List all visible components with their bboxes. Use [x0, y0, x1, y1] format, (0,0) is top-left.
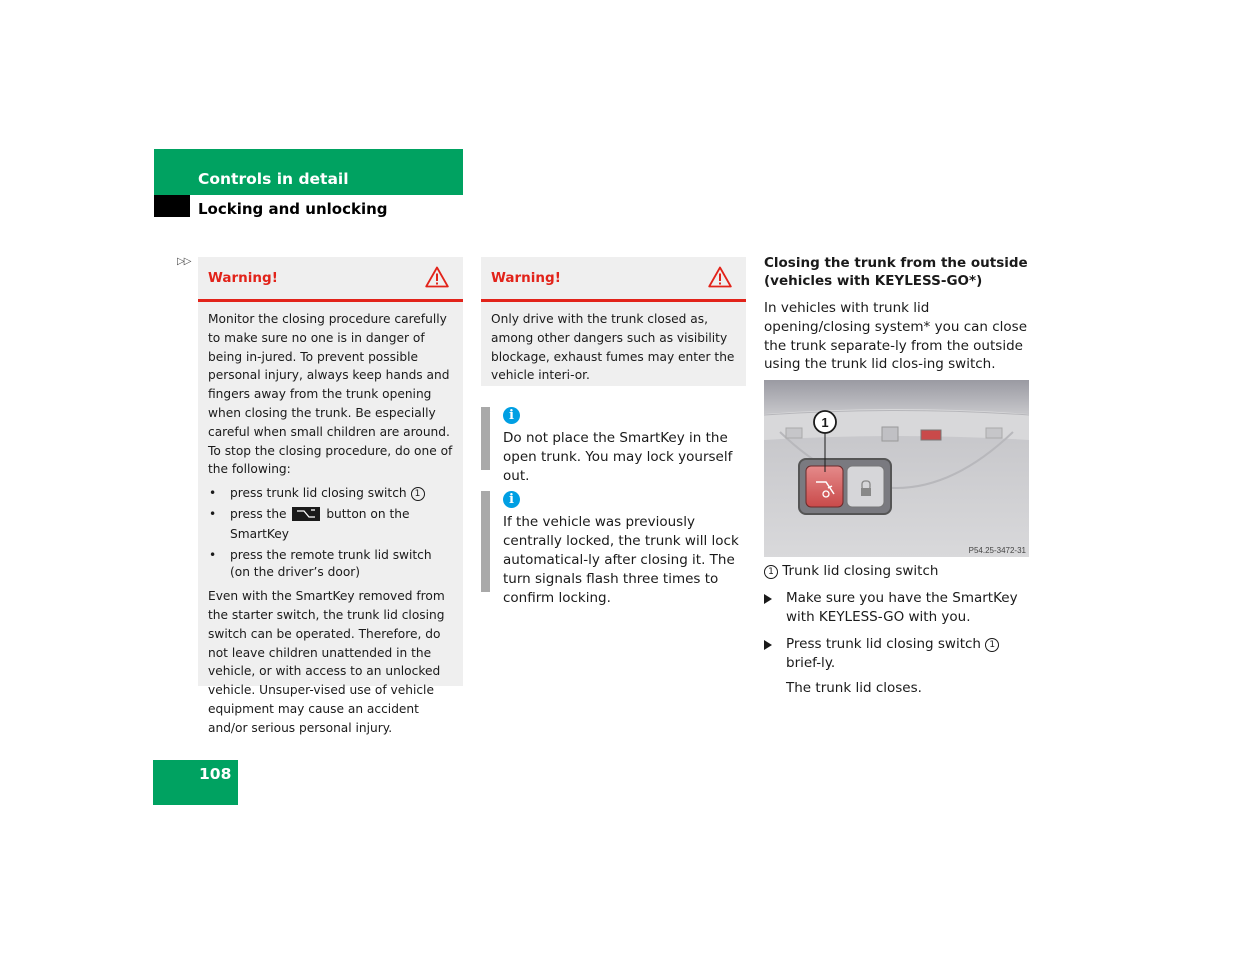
info-note-2 [481, 491, 748, 606]
warning-header [481, 257, 746, 302]
instruction-step-1: Make sure you have the SmartKey with KEYLESS-GO with you. [764, 589, 1034, 627]
list-item: • press the button on the SmartKey [209, 507, 410, 542]
warning-header [198, 257, 463, 302]
section-heading: Closing the trunk from the outside (vehicles with KEYLESS-GO*) [764, 255, 1028, 289]
figure-code: P54.25-3472-31 [968, 546, 1026, 555]
warning-body: Only drive with the trunk closed as, among other dangers such as visibility blockage, exhaust fumes may enter the vehicle interi-or. [491, 312, 735, 383]
subsection-marker [154, 195, 190, 217]
trunk-button-icon [292, 507, 320, 526]
callout-number: 1 [764, 565, 778, 579]
page-number: 108 [199, 765, 232, 783]
warning-triangle-icon [708, 266, 732, 292]
figure-caption: 1 Trunk lid closing switch [764, 563, 938, 579]
warning-outro: Even with the SmartKey removed from the starter switch, the trunk lid closing switch can be operated. Therefore, do not leave children unattended in the vehicle, or with access to an unlocked vehicle. Unsuper-vised use of vehicle equipment may cause an accident and/or serious personal injury. [208, 589, 445, 735]
continuation-marker: ▷▷ [177, 256, 191, 267]
callout-number: 1 [411, 487, 425, 501]
figure-callout: 1 [821, 415, 829, 430]
warning-triangle-icon [425, 266, 449, 292]
intro-paragraph: In vehicles with trunk lid opening/closing system* you can close the trunk separate-ly from the outside using the trunk lid clos-ing switch. [764, 300, 1028, 373]
section-title: Controls in detail [198, 170, 349, 188]
callout-number: 1 [985, 638, 999, 652]
result-text: The trunk lid closes. [786, 680, 922, 696]
list-item: • press the remote trunk lid switch (on the driver’s door) [209, 548, 432, 580]
warning-box-left [198, 257, 463, 735]
warning-label: Warning! [491, 270, 561, 286]
list-item: • press trunk lid closing switch 1 [208, 485, 453, 502]
info-icon: i [503, 407, 520, 424]
info-icon: i [503, 491, 520, 508]
info-note-1 [481, 407, 748, 484]
trunk-switch-illustration [764, 380, 1029, 557]
instruction-step-2: Press trunk lid closing switch 1 brief-ly. [764, 635, 1034, 673]
info-text: If the vehicle was previously centrally locked, the trunk will lock automatical-ly after closing it. The turn signals flash three times to confirm locking. [503, 514, 739, 606]
step-arrow-icon [764, 640, 772, 650]
info-text: Do not place the SmartKey in the open trunk. You may lock yourself out. [503, 430, 733, 484]
subsection-title: Locking and unlocking [198, 200, 388, 218]
step-arrow-icon [764, 594, 772, 604]
warning-label: Warning! [208, 270, 278, 286]
warning-intro: Monitor the closing procedure carefully to make sure no one is in danger of being in-jured. To prevent possible personal injury, always keep hands and fingers away from the trunk opening when closing the trunk. Be especially careful when small children are around. To stop the closing procedure, do one of the following: [208, 312, 453, 477]
warning-box-mid [481, 257, 746, 386]
